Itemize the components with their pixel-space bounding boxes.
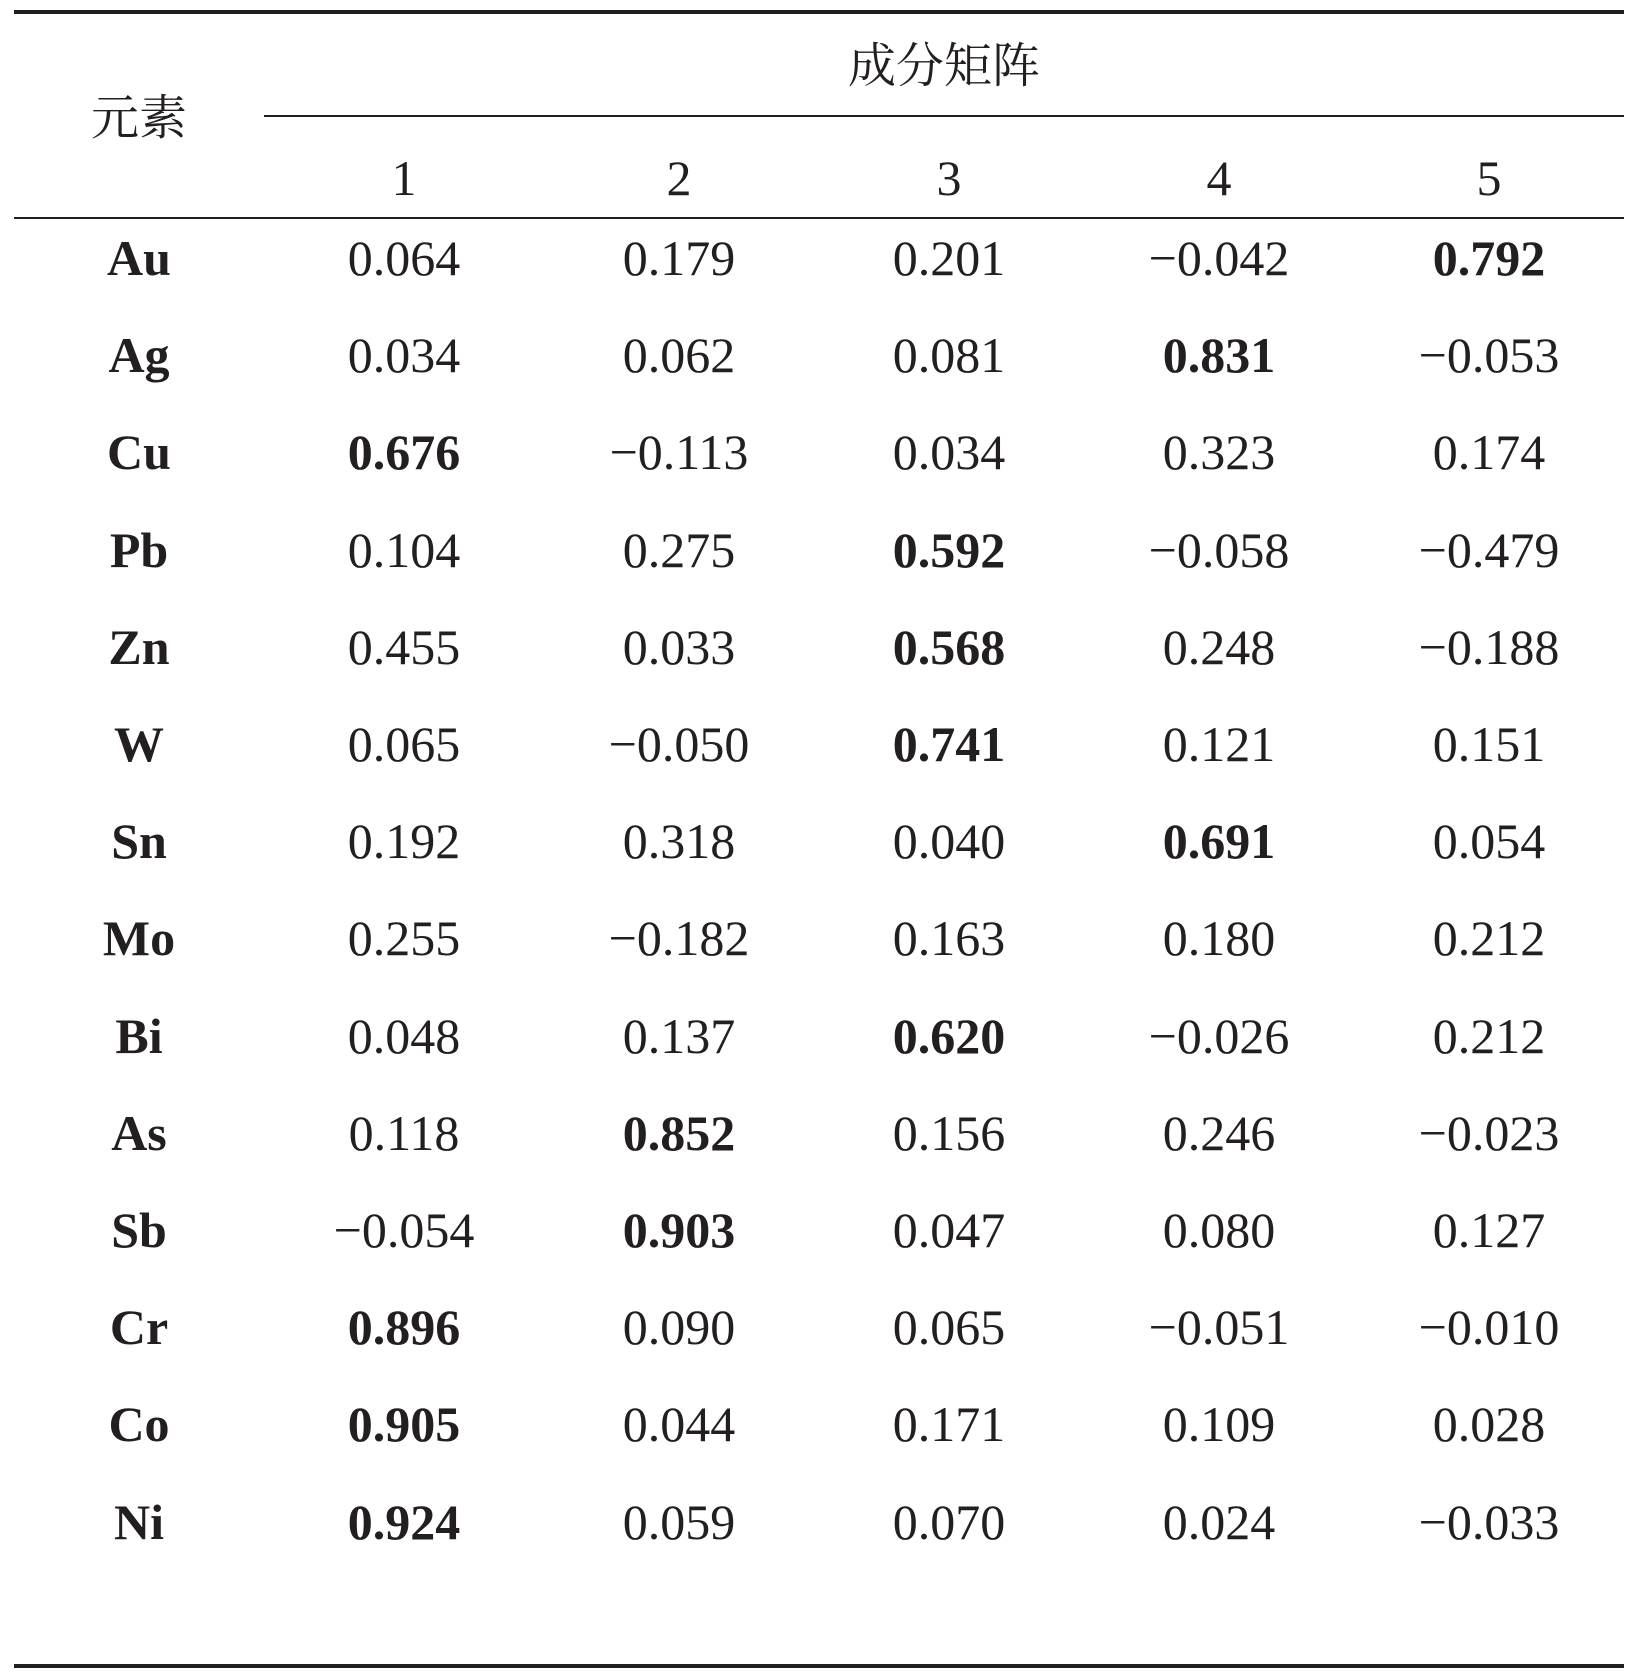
table-cell: 0.455	[347, 619, 461, 675]
table-cell: 0.127	[1432, 1202, 1546, 1258]
table-cell: 0.064	[347, 230, 461, 286]
table-cell: 0.034	[347, 327, 461, 383]
table-cell: 0.090	[622, 1299, 736, 1355]
table-top-rule	[14, 10, 1624, 14]
table-cell: 0.212	[1432, 1008, 1546, 1064]
table-cell: 0.034	[892, 424, 1006, 480]
row-element-label: W	[114, 716, 164, 772]
table-cell: 0.059	[622, 1494, 736, 1550]
row-element-label: Cr	[109, 1299, 169, 1355]
row-element-label: Zn	[108, 619, 170, 675]
table-cell: −0.113	[609, 424, 749, 480]
component-matrix-header: 成分矩阵	[847, 38, 1040, 94]
table-cell: 0.852	[622, 1105, 736, 1161]
row-element-label: Cu	[107, 424, 171, 480]
table-cell: 0.246	[1162, 1105, 1276, 1161]
table-cell: 0.924	[347, 1494, 461, 1550]
table-cell: 0.255	[347, 910, 461, 966]
table-cell: 0.040	[892, 813, 1006, 869]
table-cell: 0.275	[622, 522, 736, 578]
table-cell: 0.180	[1162, 910, 1276, 966]
row-element-label: Sb	[111, 1202, 167, 1258]
table-cell: 0.192	[347, 813, 461, 869]
table-cell: 0.691	[1162, 813, 1276, 869]
table-cell: 0.903	[622, 1202, 736, 1258]
table-cell: 0.592	[892, 522, 1006, 578]
table-cell: −0.053	[1418, 327, 1560, 383]
table-cell: 0.081	[892, 327, 1006, 383]
table-cell: 0.676	[347, 424, 461, 480]
table-cell: 0.047	[892, 1202, 1006, 1258]
table-cell: −0.188	[1418, 619, 1560, 675]
table-cell: 0.620	[892, 1008, 1006, 1064]
group-header-rule	[264, 115, 1624, 117]
table-cell: 0.323	[1162, 424, 1276, 480]
table-cell: 0.896	[347, 1299, 461, 1355]
row-element-label: Mo	[102, 910, 176, 966]
table-cell: 0.831	[1162, 327, 1276, 383]
row-element-label: Ag	[108, 327, 170, 383]
table-bottom-rule	[14, 1664, 1624, 1668]
table-cell: 0.792	[1432, 230, 1546, 286]
component-column-header: 5	[1476, 150, 1502, 206]
table-cell: 0.174	[1432, 424, 1546, 480]
table-cell: 0.104	[347, 522, 461, 578]
table-cell: 0.065	[347, 716, 461, 772]
table-cell: 0.065	[892, 1299, 1006, 1355]
table-cell: −0.051	[1148, 1299, 1290, 1355]
row-element-label: As	[111, 1105, 167, 1161]
table-cell: −0.010	[1418, 1299, 1560, 1355]
row-element-label: Pb	[109, 522, 169, 578]
component-column-header: 1	[391, 150, 417, 206]
table-cell: 0.212	[1432, 910, 1546, 966]
table-cell: −0.054	[333, 1202, 475, 1258]
component-column-header: 3	[936, 150, 962, 206]
table-cell: 0.248	[1162, 619, 1276, 675]
table-cell: −0.182	[608, 910, 750, 966]
table-cell: 0.156	[892, 1105, 1006, 1161]
table-cell: 0.318	[622, 813, 736, 869]
table-cell: −0.050	[608, 716, 750, 772]
table-cell: 0.171	[892, 1396, 1006, 1452]
element-column-header: 元素	[90, 90, 187, 146]
row-element-label: Bi	[115, 1008, 163, 1064]
table-cell: 0.109	[1162, 1396, 1276, 1452]
table-cell: 0.062	[622, 327, 736, 383]
table-cell: 0.121	[1162, 716, 1276, 772]
table-cell: 0.151	[1432, 716, 1546, 772]
row-element-label: Sn	[111, 813, 167, 869]
table-cell: 0.044	[622, 1396, 736, 1452]
table-cell: 0.028	[1432, 1396, 1546, 1452]
row-element-label: Ni	[114, 1494, 164, 1550]
table-cell: 0.741	[892, 716, 1006, 772]
table-cell: −0.479	[1418, 522, 1560, 578]
table-cell: −0.026	[1148, 1008, 1290, 1064]
table-cell: 0.568	[892, 619, 1006, 675]
component-column-header: 2	[666, 150, 692, 206]
table-cell: 0.905	[347, 1396, 461, 1452]
component-column-header: 4	[1206, 150, 1232, 206]
table-cell: 0.179	[622, 230, 736, 286]
table-cell: 0.163	[892, 910, 1006, 966]
table-cell: −0.023	[1418, 1105, 1560, 1161]
table-cell: 0.201	[892, 230, 1006, 286]
row-element-label: Co	[108, 1396, 170, 1452]
header-bottom-rule	[14, 217, 1624, 219]
table-cell: 0.080	[1162, 1202, 1276, 1258]
table-cell: 0.054	[1432, 813, 1546, 869]
table-cell: −0.058	[1148, 522, 1290, 578]
table-cell: 0.070	[892, 1494, 1006, 1550]
table-cell: 0.033	[622, 619, 736, 675]
table-cell: 0.024	[1162, 1494, 1276, 1550]
row-element-label: Au	[107, 230, 171, 286]
table-cell: 0.137	[622, 1008, 736, 1064]
table-cell: −0.042	[1148, 230, 1290, 286]
table-cell: 0.048	[347, 1008, 461, 1064]
table-cell: −0.033	[1418, 1494, 1560, 1550]
table-cell: 0.118	[348, 1105, 460, 1161]
